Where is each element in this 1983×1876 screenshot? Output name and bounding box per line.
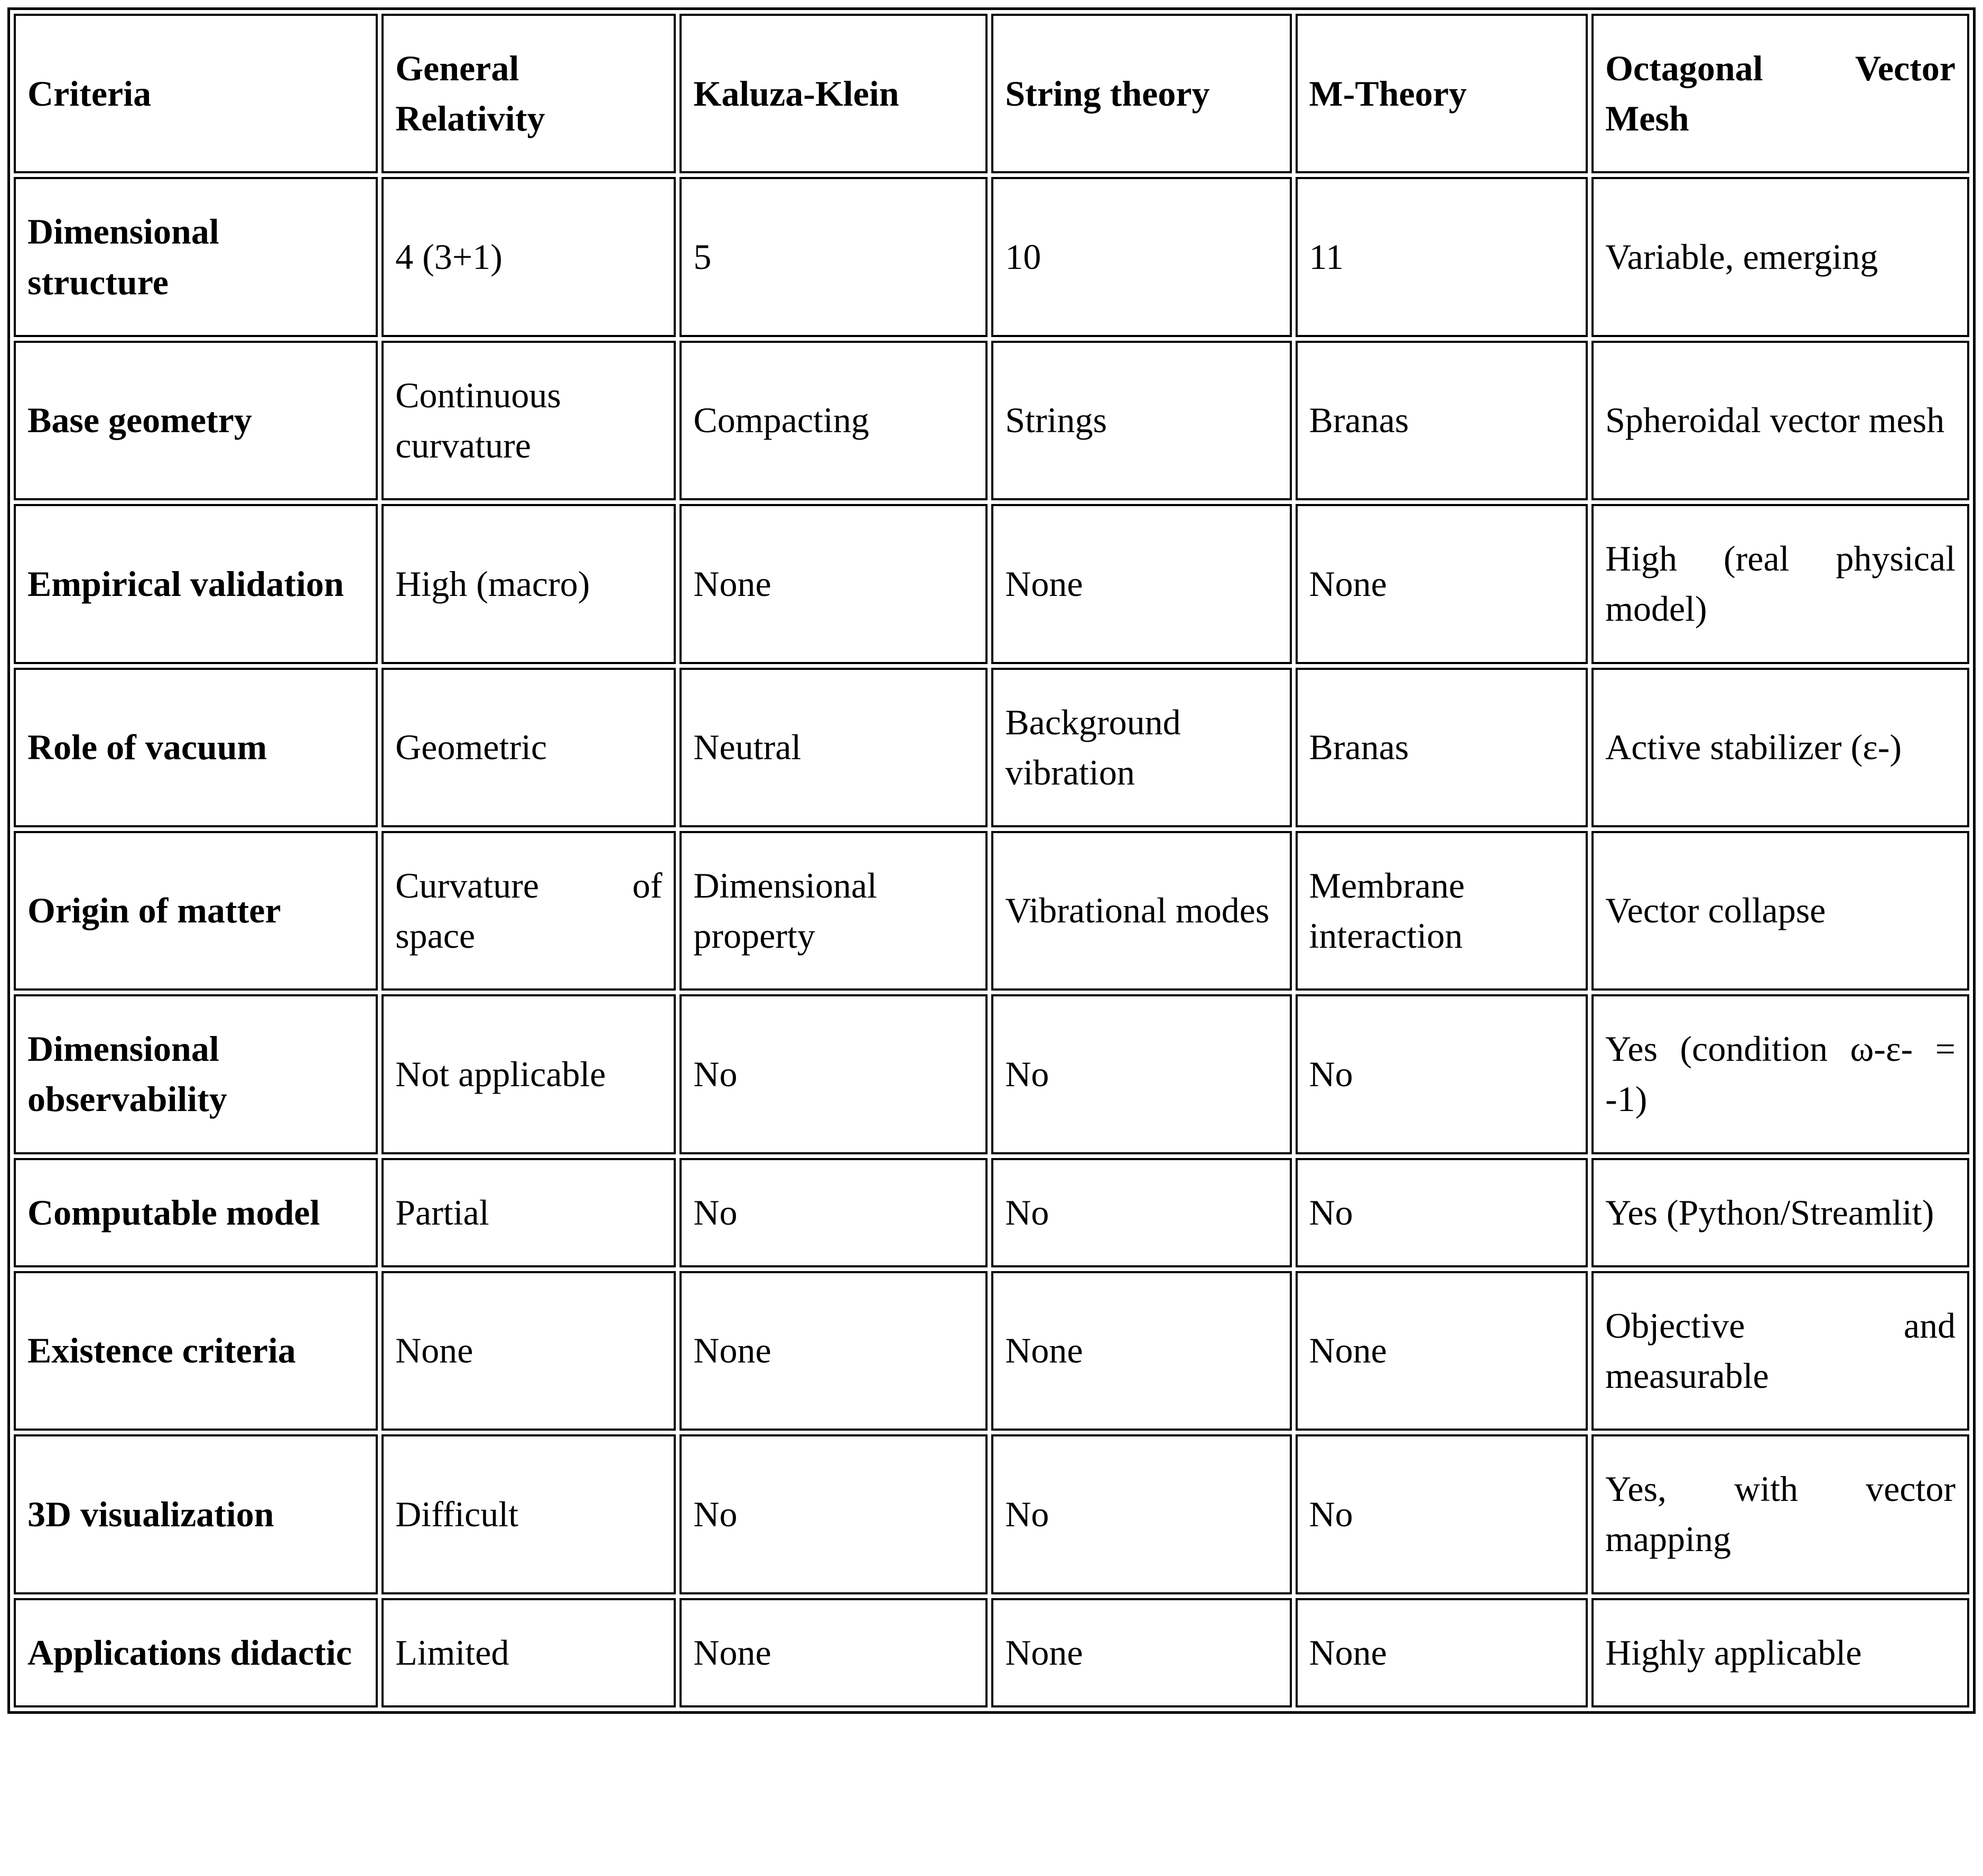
table-cell: 11 bbox=[1296, 177, 1588, 337]
table-cell: None bbox=[1296, 1598, 1588, 1707]
table-row bbox=[14, 668, 1969, 827]
table-cell: None bbox=[991, 504, 1291, 664]
table-cell: No bbox=[991, 1158, 1291, 1267]
table-cell: 10 bbox=[991, 177, 1291, 337]
table-cell: None bbox=[679, 504, 988, 664]
theory-comparison-table bbox=[7, 7, 1976, 1714]
table-cell: Membrane interaction bbox=[1296, 831, 1588, 991]
table-cell: Not applicable bbox=[381, 994, 676, 1154]
table-cell: Vibrational modes bbox=[991, 831, 1291, 991]
table-cell: Geometric bbox=[381, 668, 676, 827]
column-header: String theory bbox=[991, 14, 1291, 173]
header-row bbox=[14, 14, 1969, 173]
row-criteria-label: Existence criteria bbox=[14, 1271, 378, 1431]
column-header: Criteria bbox=[14, 14, 378, 173]
table-row bbox=[14, 1434, 1969, 1594]
table-cell: Yes (Python/Streamlit) bbox=[1591, 1158, 1969, 1267]
table-cell: Highly applicable bbox=[1591, 1598, 1969, 1707]
table-cell: Background vibration bbox=[991, 668, 1291, 827]
table-cell: Active stabilizer (ε-) bbox=[1591, 668, 1969, 827]
table-cell: No bbox=[679, 1158, 988, 1267]
table-cell: None bbox=[1296, 1271, 1588, 1431]
table-body bbox=[14, 177, 1969, 1707]
table-cell: None bbox=[381, 1271, 676, 1431]
row-criteria-label: Base geometry bbox=[14, 341, 378, 500]
table-row bbox=[14, 177, 1969, 337]
table-cell: Limited bbox=[381, 1598, 676, 1707]
row-criteria-label: Role of vacuum bbox=[14, 668, 378, 827]
table-cell: None bbox=[679, 1271, 988, 1431]
table-cell: Curvature of space bbox=[381, 831, 676, 991]
table-cell: Dimensional property bbox=[679, 831, 988, 991]
row-criteria-label: Dimensional observability bbox=[14, 994, 378, 1154]
table-cell: Variable, emerging bbox=[1591, 177, 1969, 337]
table-cell: Difficult bbox=[381, 1434, 676, 1594]
table-cell: High (real physical model) bbox=[1591, 504, 1969, 664]
table-row bbox=[14, 341, 1969, 500]
table-cell: Branas bbox=[1296, 668, 1588, 827]
table-cell: None bbox=[1296, 504, 1588, 664]
table-cell: Partial bbox=[381, 1158, 676, 1267]
row-criteria-label: Applications didactic bbox=[14, 1598, 378, 1707]
table-row bbox=[14, 1271, 1969, 1431]
row-criteria-label: Origin of matter bbox=[14, 831, 378, 991]
row-criteria-label: Empirical validation bbox=[14, 504, 378, 664]
table-cell: None bbox=[679, 1598, 988, 1707]
table-cell: Compacting bbox=[679, 341, 988, 500]
table-cell: No bbox=[991, 994, 1291, 1154]
row-criteria-label: Computable model bbox=[14, 1158, 378, 1267]
column-header: General Relativity bbox=[381, 14, 676, 173]
table-row bbox=[14, 831, 1969, 991]
column-header: Octagonal Vector Mesh bbox=[1591, 14, 1969, 173]
table-row bbox=[14, 504, 1969, 664]
table-cell: No bbox=[679, 994, 988, 1154]
table-cell: No bbox=[991, 1434, 1291, 1594]
table-row bbox=[14, 1598, 1969, 1707]
table-cell: No bbox=[1296, 1158, 1588, 1267]
table-cell: No bbox=[1296, 1434, 1588, 1594]
table-cell: Vector collapse bbox=[1591, 831, 1969, 991]
table-cell: Strings bbox=[991, 341, 1291, 500]
table-cell: 5 bbox=[679, 177, 988, 337]
table-cell: Spheroidal vector mesh bbox=[1591, 341, 1969, 500]
table-cell: Objective and measurable bbox=[1591, 1271, 1969, 1431]
table-cell: High (macro) bbox=[381, 504, 676, 664]
column-header: Kaluza-Klein bbox=[679, 14, 988, 173]
row-criteria-label: 3D visualization bbox=[14, 1434, 378, 1594]
table-row bbox=[14, 1158, 1969, 1267]
row-criteria-label: Dimensional structure bbox=[14, 177, 378, 337]
table-cell: Neutral bbox=[679, 668, 988, 827]
table-row bbox=[14, 994, 1969, 1154]
table-cell: Branas bbox=[1296, 341, 1588, 500]
table-cell: None bbox=[991, 1271, 1291, 1431]
table-cell: Yes (condition ω-ε- = -1) bbox=[1591, 994, 1969, 1154]
table-cell: Continuous curvature bbox=[381, 341, 676, 500]
column-header: M-Theory bbox=[1296, 14, 1588, 173]
table-cell: No bbox=[679, 1434, 988, 1594]
table-cell: No bbox=[1296, 994, 1588, 1154]
table-cell: None bbox=[991, 1598, 1291, 1707]
table-cell: 4 (3+1) bbox=[381, 177, 676, 337]
table-cell: Yes, with vector mapping bbox=[1591, 1434, 1969, 1594]
